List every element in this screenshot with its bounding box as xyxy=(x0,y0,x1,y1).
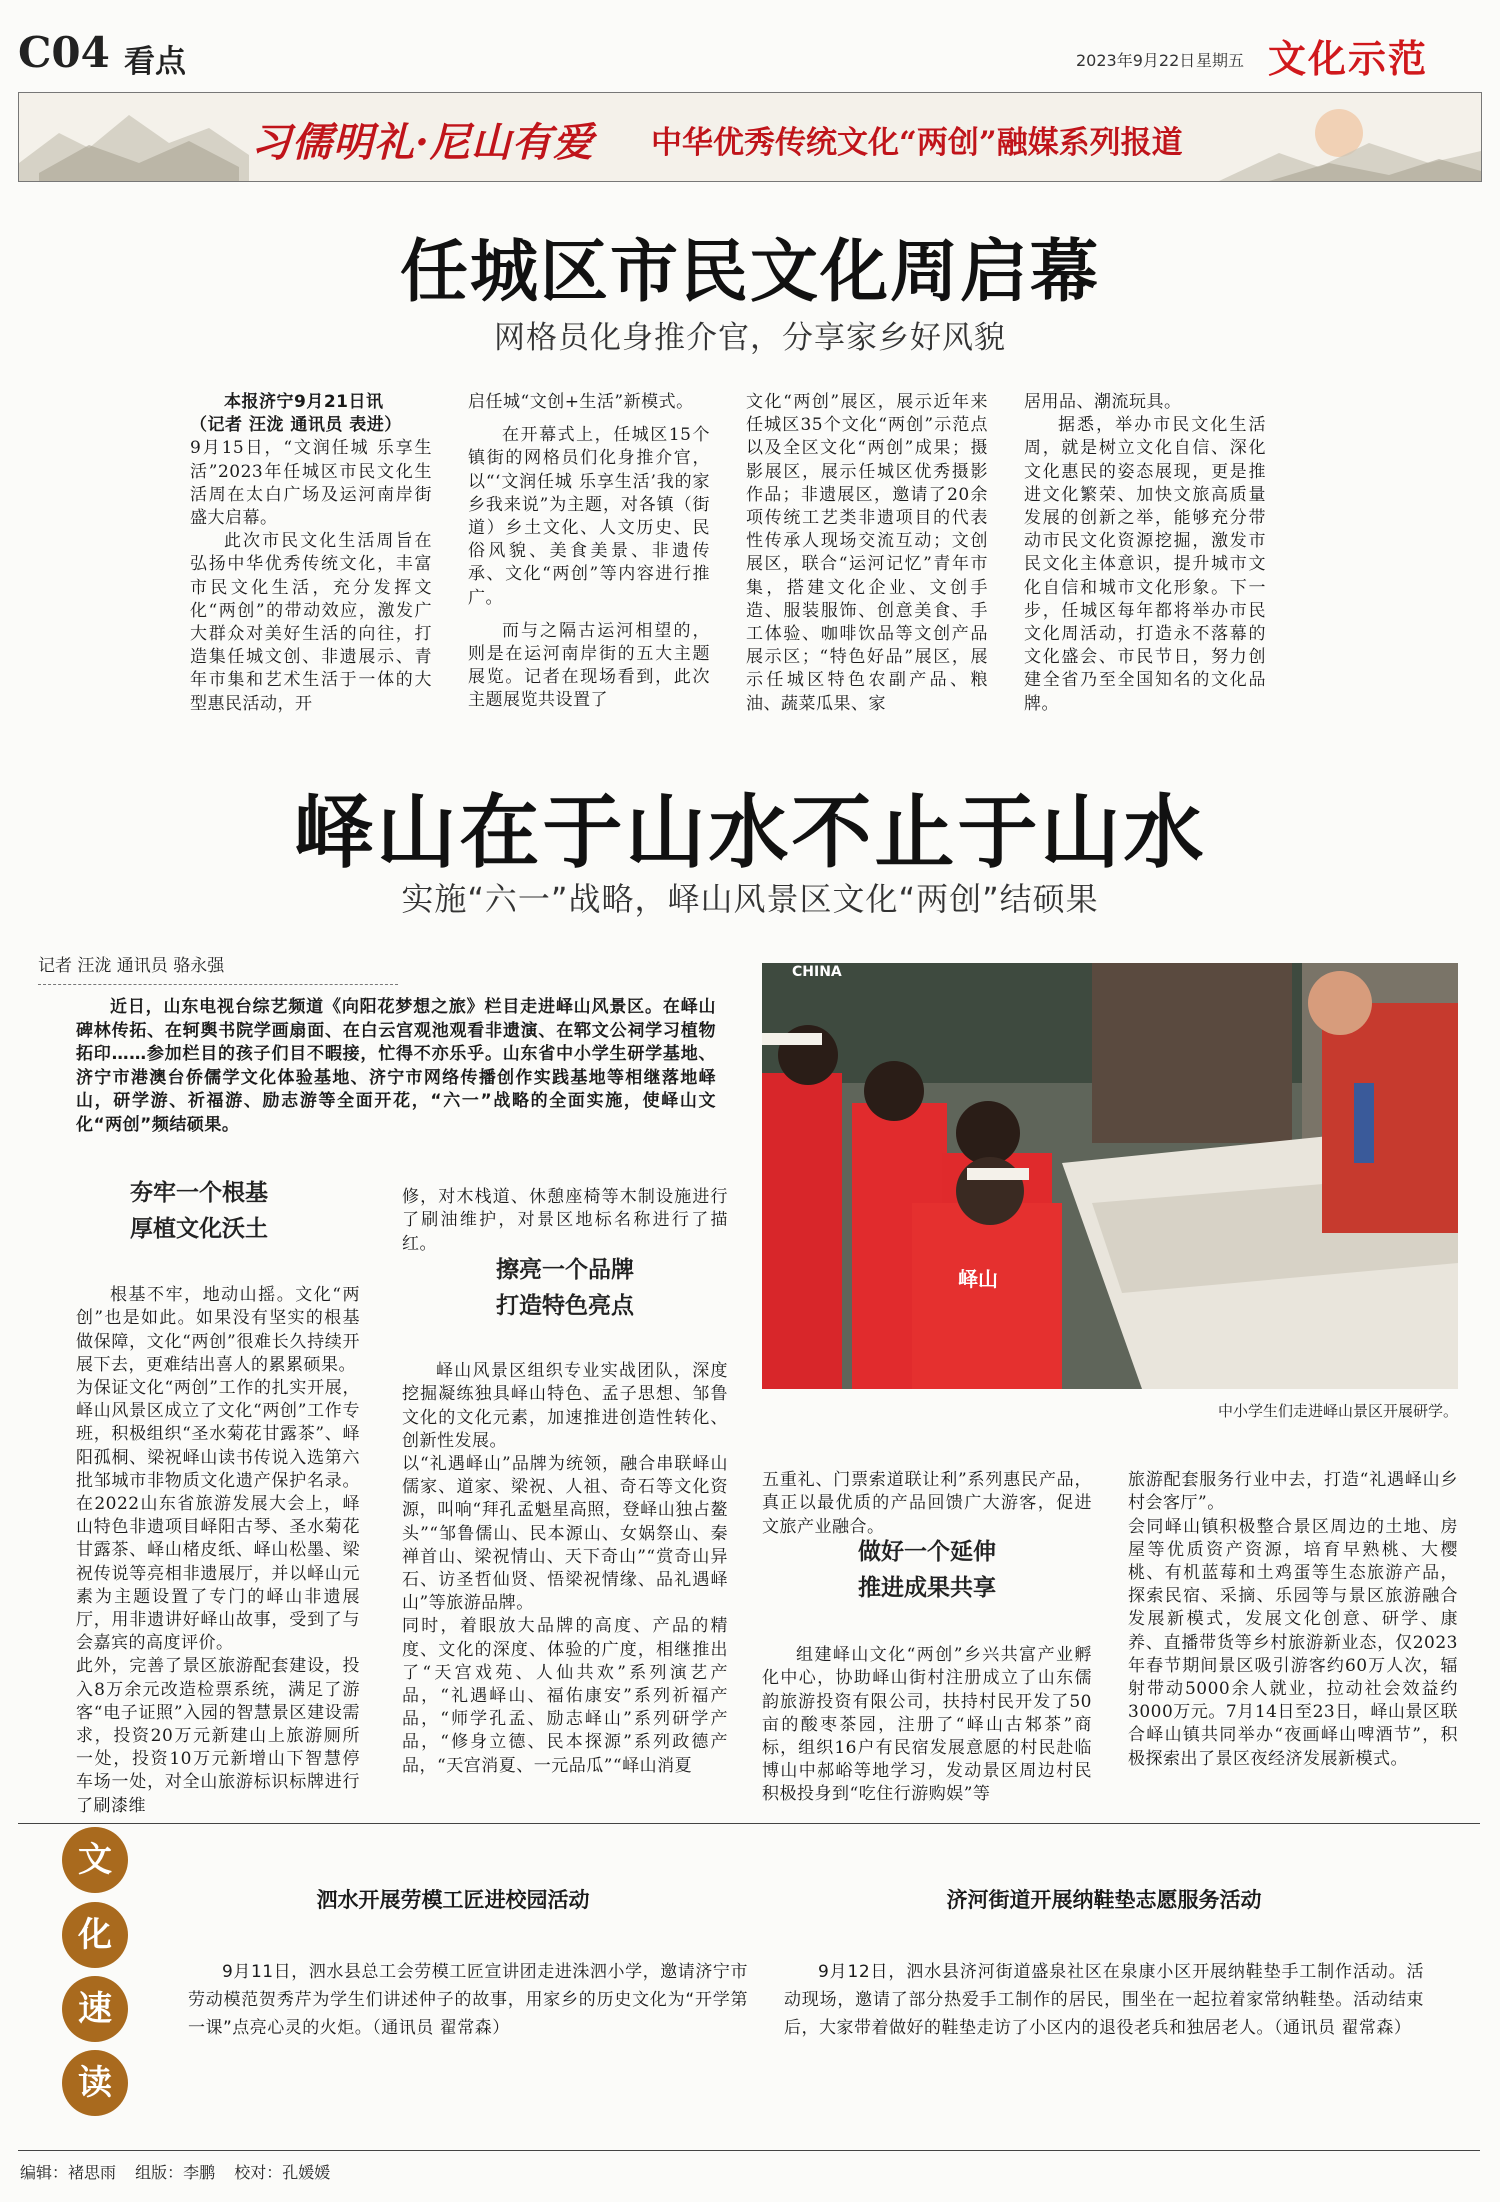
briefs-top-rule xyxy=(18,1823,1480,1824)
article1-col1-para2: 此次市民文化生活周旨在弘扬中华优秀传统文化，丰富市民文化生活，充分发挥文化“两创”的带动效应，激发广大群众对美好生活的向往，打造集任城文创、非遗展示、青年市集和艺术生活于一体的大型惠民活动，开 xyxy=(190,531,432,714)
photo-caption: 中小学生们走进峄山景区开展研学。 xyxy=(1217,1402,1458,1420)
section3-heading-line2: 推进成果共享 xyxy=(858,1575,996,1601)
section-name: 看点 xyxy=(124,44,186,80)
briefs-label-char-1: 文 xyxy=(62,1827,128,1893)
article2-subtitle: 实施“六一”战略，峄山风景区文化“两创”结硕果 xyxy=(401,880,1099,918)
article2-col2-top-text: 修，对木栈道、休憩座椅等木制设施进行了刷油维护，对景区地标名称进行了描红。 xyxy=(402,1187,728,1254)
article2-col3-bottom xyxy=(762,1621,1092,1811)
article2-col2-top xyxy=(402,1163,728,1254)
brief1-body-text: 9月11日，泗水县总工会劳模工匠宣讲团走进洙泗小学，邀请济宁市劳动模范贺秀芹为学生们讲述仲子的故事，用家乡的历史文化为“开学第一课”点亮心灵的火炬。（通讯员 翟常森） xyxy=(188,1962,748,2038)
article1-col2 xyxy=(468,391,710,721)
section1-heading-line1: 夯牢一个根基 xyxy=(130,1180,268,1206)
issue-weekday: 星期五 xyxy=(1196,51,1245,70)
photo-shirt-text: 峄山 xyxy=(958,1267,998,1291)
section1-heading xyxy=(38,1175,360,1247)
footer-rule xyxy=(18,2150,1480,2151)
article1-col4-para1: 居用品、潮流玩具。 xyxy=(1024,392,1182,412)
brief1-title: 泗水开展劳模工匠进校园活动 xyxy=(316,1888,590,1912)
photo-headband-text: CHINA xyxy=(792,964,842,980)
section3-heading xyxy=(762,1534,1092,1606)
article1-title: 任城区市民文化周启幕 xyxy=(399,232,1100,312)
article1-col2-para2: 在开幕式上，任城区15个镇街的网格员们化身推介官，以“‘文润任城 乐享生活’我的家乡我来说”为主题，对各镇（街道）乡土文化、人文历史、民俗风貌、美食美景、非遗传承、文化“两创”等内容进行推广。 xyxy=(468,425,710,608)
brief2-body xyxy=(784,1930,1424,2070)
article2-col3-top xyxy=(762,1446,1092,1537)
article2-lead xyxy=(76,996,716,1136)
article1-col2-para3: 而与之隔古运河相望的，则是在运河南岸街的五大主题展览。记者在现场看到，此次主题展览共设置了 xyxy=(468,620,710,711)
article1-byline: （记者 汪泷 通讯员 表进） xyxy=(190,415,402,436)
article2-col4-text: 旅游配套服务行业中去，打造“礼遇峄山乡村会客厅”。 会同峄山镇积极整合景区周边的土地、房屋等优质资产资源，培育早熟桃、大樱桃、有机蓝莓和土鸡蛋等生态旅游产品，探索民宿、采摘、乐园等与景区旅游融合发展新模式，发展文化创意、研学、康养、直播带货等乡村旅游新业态，仅2023年春节期间景区吸引游客约60万人次，辐射带动5000余人就业，拉动社会效益约3000万元。7月14日至23日，峄山景区联合峄山镇共同举办“夜画峄山啤酒节”，积极探索出了景区夜经济发展新模式。 xyxy=(1128,1470,1458,1769)
banner-series-title: 中华优秀传统文化“两创”融媒系列报道 xyxy=(651,125,1183,161)
article1-subtitle: 网格员化身推介官，分享家乡好风貌 xyxy=(494,320,1006,356)
byline-divider xyxy=(38,984,398,985)
footer-credits xyxy=(20,2160,330,2183)
article2-photo xyxy=(762,963,1458,1389)
briefs-label-char-2: 化 xyxy=(62,1902,128,1968)
section2-heading-line2: 打造特色亮点 xyxy=(496,1293,634,1319)
article2-col3-top-text: 五重礼、门票索道联让利”系列惠民产品，真正以最优质的产品回馈广大游客，促进文旅产业融合。 xyxy=(762,1470,1092,1537)
section1-heading-line2: 厚植文化沃土 xyxy=(130,1216,268,1242)
brief1-body xyxy=(188,1930,748,2070)
footer-proof: 校对：孔媛媛 xyxy=(234,2163,331,2182)
banner-calligraphy: 习儒明礼·尼山有爱 xyxy=(251,119,594,166)
students-painting-photo xyxy=(762,963,1458,1389)
article2-col4 xyxy=(1128,1446,1458,1811)
article2-col1-text: 根基不牢，地动山摇。文化“两创”也是如此。如果没有坚实的根基做保障，文化“两创”很难长久持续开展下去，更难结出喜人的累累硕果。 为保证文化“两创”工作的扎实开展，峄山风景区成立了文化“两创”工作专班，积极组织“圣水菊花甘露茶”、峄阳孤桐、梁祝峄山读书传说入选第六批邹城市非物质文化遗产保护名录。在2022山东省旅游发展大会上，峄山特色非遗项目峄阳古琴、圣水菊花甘露茶、峄山楮皮纸、峄山松墨、梁祝传说等亮相非遗展厅，并以峄山元素为主题设置了专门的峄山非遗展厅，用非遗讲好峄山故事，受到了与会嘉宾的高度评价。 此外，完善了景区旅游配套建设，投入8万余元改造检票系统，满足了游客“电子证照”入园的智慧景区建设需求，投资20万元新建山上旅游厕所一处，投资10万元新增山下智慧停车场一处，对全山旅游标识标牌进行了刷漆维 xyxy=(76,1285,360,1816)
article1-col2-para1: 启任城“文创+生活”新模式。 xyxy=(468,392,694,412)
section2-heading xyxy=(402,1252,728,1324)
article2-lead-text: 近日，山东电视台综艺频道《向阳花梦想之旅》栏目走进峄山风景区。在峄山碑林传拓、在轲舆书院学画扇面、在白云宫观池观看非遗演、在郓文公祠学习植物拓印……参加栏目的孩子们目不暇接，忙得不亦乐乎。山东省中小学生研学基地、济宁市港澳台侨儒学文化体验基地、济宁市网络传播创作实践基地等相继落地峄山，研学游、祈福游、励志游等全面开花，“六一”战略的全面实施，使峄山文化“两创”频结硕果。 xyxy=(76,997,716,1135)
article1-col4-para2: 据悉，举办市民文化生活周，就是树立文化自信、深化文化惠民的姿态展现，更是推进文化繁荣、加快文旅高质量发展的创新之举，能够充分带动市民文化资源挖掘，激发市民文化主体意识，提升城市文化自信和城市文化形象。下一步，任城区每年都将举办市民文化周活动，打造永不落幕的文化盛会、市民节日，努力创建全省乃至全国知名的文化品牌。 xyxy=(1024,415,1266,714)
briefs-label-char-3: 速 xyxy=(62,1976,128,2042)
article2-col3-bottom-text: 组建峄山文化“两创”乡兴共富产业孵化中心，协助峄山街村注册成立了山东儒韵旅游投资有限公司，扶持村民开发了50亩的酸枣茶园，注册了“峄山古邾茶”商标，组织16户有民宿发展意愿的村民赴临博山中郝峪等地学习，发动景区周边村民积极投身到“吃住行游购娱”等 xyxy=(762,1645,1092,1805)
section2-heading-line1: 擦亮一个品牌 xyxy=(496,1257,634,1283)
article2-col2-bottom xyxy=(402,1337,728,1811)
article2-col1 xyxy=(76,1261,360,1816)
brief2-body-text: 9月12日，泗水县济河街道盛泉社区在泉康小区开展纳鞋垫手工制作活动。活动现场，邀请了部分热爱手工制作的居民，围坐在一起拉着家常纳鞋垫。活动结束后，大家带着做好的鞋垫走访了小区内的退役老兵和独居老人。（通讯员 翟常森） xyxy=(784,1962,1424,2038)
article2-title: 峄山在于山水不止于山水 xyxy=(293,785,1207,879)
paper-name: 文化示范 xyxy=(1268,36,1429,81)
briefs-label-char-4: 读 xyxy=(62,2050,128,2116)
page-code: C04 xyxy=(18,28,110,77)
article1-col1 xyxy=(190,391,432,721)
section3-heading-line1: 做好一个延伸 xyxy=(858,1539,996,1565)
article2-byline: 记者 汪泷 通讯员 骆永强 xyxy=(38,956,225,976)
article1-col1-text: 9月15日，“文润任城 乐享生活”2023年任城区市民文化生活周在太白广场及运河南岸街盛大启幕。 xyxy=(190,438,432,529)
article2-col2-bottom-text: 峄山风景区组织专业实战团队，深度挖掘凝练独具峄山特色、孟子思想、邹鲁文化的文化元素，加速推进创造性转化、创新性发展。 以“礼遇峄山”品牌为统领，融合串联峄山儒家、道家、梁祝、人祖、奇石等文化资源，叫响“拜孔孟魁星高照，登峄山独占鳌头”“邹鲁儒山、民本源山、女娲祭山、秦禅首山、梁祝情山、天下奇山”“赏奇山异石、访圣哲仙贤、悟梁祝情缘、品礼遇峄山”等旅游品牌。 同时，着眼放大品牌的高度、产品的精度、文化的深度、体验的广度，相继推出了“天宫戏苑、人仙共欢”系列演艺产品，“礼遇峄山、福佑康安”系列祈福产品，“师学孔孟、励志峄山”系列研学产品，“修身立德、民本探源”系列政德产品，“天宫消夏、一元品瓜”“峄山消夏 xyxy=(402,1361,728,1776)
article1-col4 xyxy=(1024,391,1266,721)
brief2-title: 济河街道开展纳鞋垫志愿服务活动 xyxy=(946,1888,1262,1912)
article1-col3-text: 文化“两创”展区，展示近年来任城区35个文化“两创”示范点以及全区文化“两创”成果；摄影展区，展示任城区优秀摄影作品；非遗展区，邀请了20余项传统工艺类非遗项目的代表性传承人现场交流互动；文创展区，联合“运河记忆”青年市集，搭建文化企业、文创手造、服装服饰、创意美食、手工体验、咖啡饮品等文创产品展示区；“特色好品”展区，展示任城区特色农副产品、粮油、蔬菜瓜果、家 xyxy=(746,392,988,714)
article1-dateline: 本报济宁9月21日讯 xyxy=(224,392,384,412)
series-banner xyxy=(18,92,1482,182)
footer-layout: 组版：李鹏 xyxy=(135,2163,216,2182)
article1-col3 xyxy=(746,391,988,721)
footer-editor: 编辑：褚思雨 xyxy=(20,2163,117,2182)
issue-date: 2023年9月22日 xyxy=(1076,51,1196,70)
